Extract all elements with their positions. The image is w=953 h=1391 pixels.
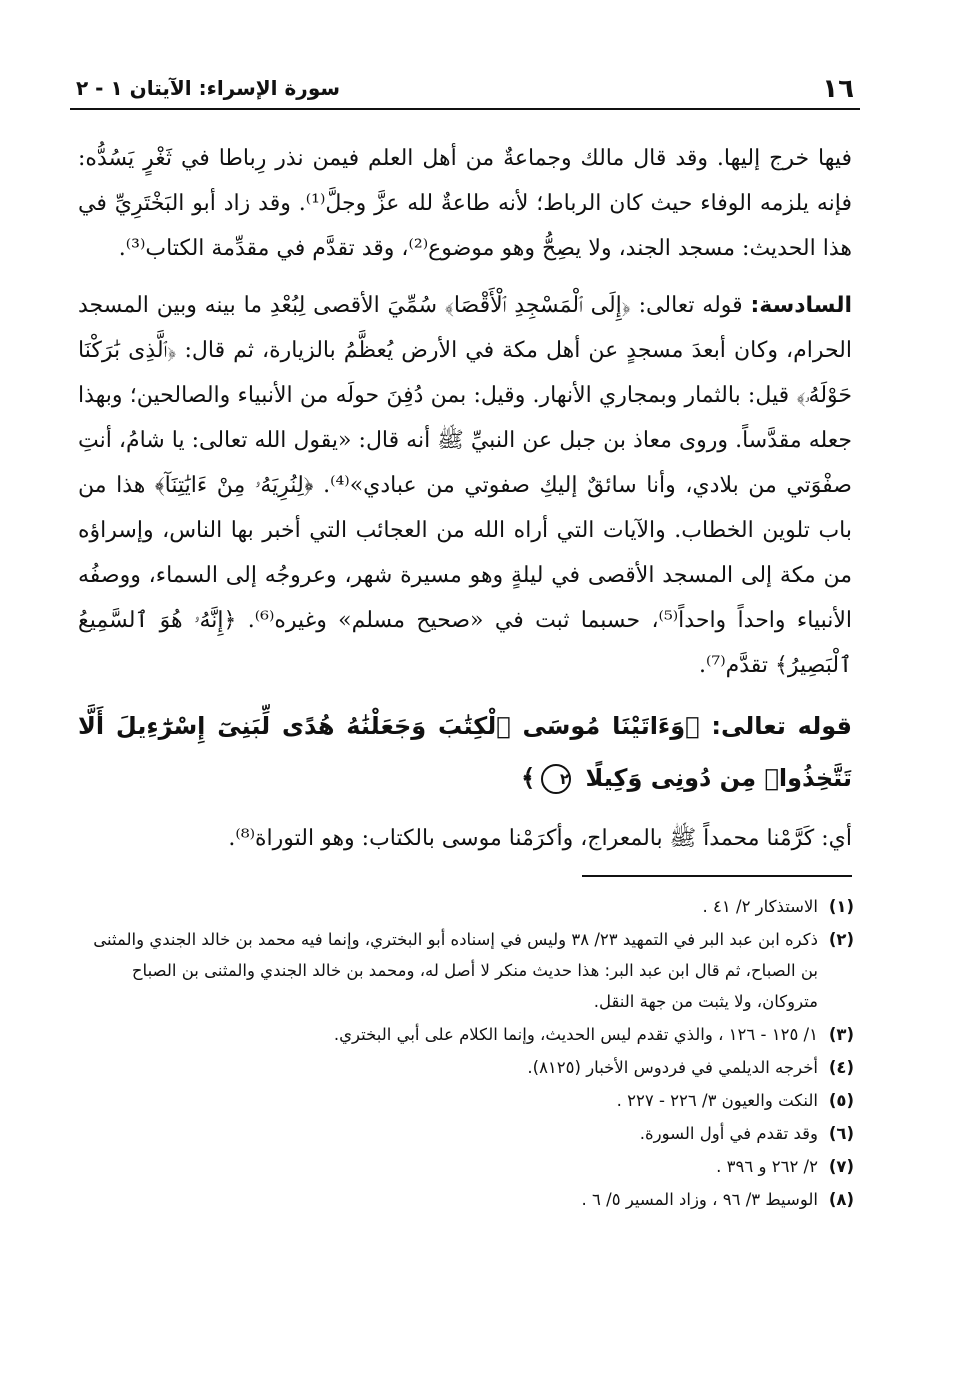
footnote (76, 1052, 854, 1083)
footnote-text: وقد تقدم في أول السورة. (639, 1124, 818, 1143)
footnote (76, 1085, 854, 1116)
verse-block (78, 700, 852, 804)
verse-close: ﴾ (521, 764, 536, 792)
footnote-number: (٣) (828, 1025, 854, 1044)
footnote-number: (٨) (828, 1190, 854, 1209)
footnote (76, 1118, 854, 1149)
footnote-text: ١/ ١٢٥ - ١٢٦ ، والذي تقدم ليس الحديث، وإنما الكلام على أبي البختري. (333, 1025, 818, 1044)
footnote-text: ذكره ابن عبد البر في التمهيد ٢٣/ ٣٨ وليس في إسناده أبو البختري، وإنما فيه محمد بن خالد الجندي والمثنى بن الصباح، ثم قال ابن عبد البر: هذا حديث منكر لا أصل له، ومحمد بن خالد الجندي والمثنى بن الصباح متروكان، ولا يثبت من جهة النقل. (93, 930, 818, 1011)
footnote-text: الاستذكار ٢/ ٤١ . (702, 897, 818, 916)
footnote (76, 924, 854, 1017)
footnotes (70, 891, 860, 1215)
footnote-number: (٢) (828, 930, 854, 949)
page-number: ١٦ (822, 74, 854, 104)
paragraph-2-lead: السادسة: (750, 293, 852, 318)
footnote-text: ٢/ ٢٦٢ و ٣٩٦ . (716, 1157, 818, 1176)
footnote-number: (٥) (828, 1091, 854, 1110)
footnote (76, 1019, 854, 1050)
footnote (76, 1151, 854, 1182)
footnote-text: النكت والعيون ٣/ ٢٢٦ - ٢٢٧ . (616, 1091, 818, 1110)
footnote-divider (582, 875, 852, 877)
page-header (70, 60, 860, 110)
footnote-number: (٦) (828, 1124, 854, 1143)
footnote-number: (٧) (828, 1157, 854, 1176)
paragraph-2-text: قوله تعالى: ﴿إِلَى ٱلْمَسْجِدِ ٱلْأَقْصَا﴾ سُمِّيَ الأقصى لِبُعْدِ ما بينه وبين المسجد الحرام، وكان أبعدَ مسجدٍ عن أهل مكة في الأرض يُعظَّمُ بالزيارة، ثم قال: ﴿ٱلَّذِى بَٰرَكْنَا حَوْلَهُۥ﴾ قيل: بالثمار وبمجاري الأنهار. وقيل: بمن دُفِنَ حولَه من الأنبياء والصالحين؛ وبهذا جعله مقدَّساً. وروى معاذ بن جبل عن النبيِّ ﷺ أنه قال: «يقول الله تعالى: يا شامُ، أنتِ صفْوَتي من بلادي، وأنا سائقٌ إليكِ صفوتي من عبادي»⁽⁴⁾. ﴿لِنُرِيَهُۥ مِنْ ءَايَٰتِنَآ﴾ هذا من باب تلوين الخطاب. والآيات التي أراه الله من العجائب التي أخبر بها الناس، وإسراؤه من مكة إلى المسجد الأقصى في ليلةٍ وهو مسيرة شهر، وعروجُه إلى السماء، ووصفُه الأنبياء واحداً واحداً⁽⁵⁾، حسبما ثبت في «صحيح مسلم» وغيره⁽⁶⁾. ﴿إِنَّهُۥ هُوَ ٱلسَّمِيعُ ٱلْبَصِيرُ﴾ تقدَّم⁽⁷⁾. (78, 293, 852, 678)
verse-lead: قوله تعالى: (711, 712, 853, 740)
book-page (70, 60, 860, 1360)
footnote (76, 891, 854, 922)
footnote-number: (٤) (828, 1058, 854, 1077)
footnote (76, 1184, 854, 1215)
main-text (70, 136, 860, 861)
verse-text: ﴿وَءَاتَيْنَا مُوسَى ٱلْكِتَٰبَ وَجَعَلْنَٰهُ هُدًى لِّبَنِىٓ إِسْرَٰٓءِيلَ أَلَّا تَتَّخِذُوا۟ مِن دُونِى وَكِيلًا (78, 712, 852, 792)
footnote-text: أخرجه الديلمي في فردوس الأخبار (٨١٢٥). (527, 1058, 818, 1077)
footnote-number: (١) (828, 897, 854, 916)
paragraph-1: فيها خرج إليها. وقد قال مالك وجماعةٌ من أهل العلم فيمن نذر رِباطا في ثَغْرٍ يَسُدُّه: فإنه يلزمه الوفاء حيث كان الرباط؛ لأنه طاعةٌ لله عزَّ وجلَّ⁽¹⁾. وقد زاد أبو البَخْتَرِيِّ في هذا الحديث: مسجد الجند، ولا يصِحُّ وهو موضوع⁽²⁾، وقد تقدَّم في مقدِّمة الكتاب⁽³⁾. (78, 146, 852, 261)
paragraph-2 (78, 283, 852, 688)
running-title: سورة الإسراء: الآيتان ١ - ٢ (76, 76, 341, 100)
footnote-text: الوسيط ٣/ ٩٦ ، وزاد المسير ٥/ ٦ . (581, 1190, 818, 1209)
paragraph-3: أي: كَرَّمْنا محمداً ﷺ بالمعراج، وأكرَمْنا موسى بالكتاب: وهو التوراة⁽⁸⁾. (228, 826, 852, 851)
verse-number-marker: ٢ (541, 764, 571, 794)
